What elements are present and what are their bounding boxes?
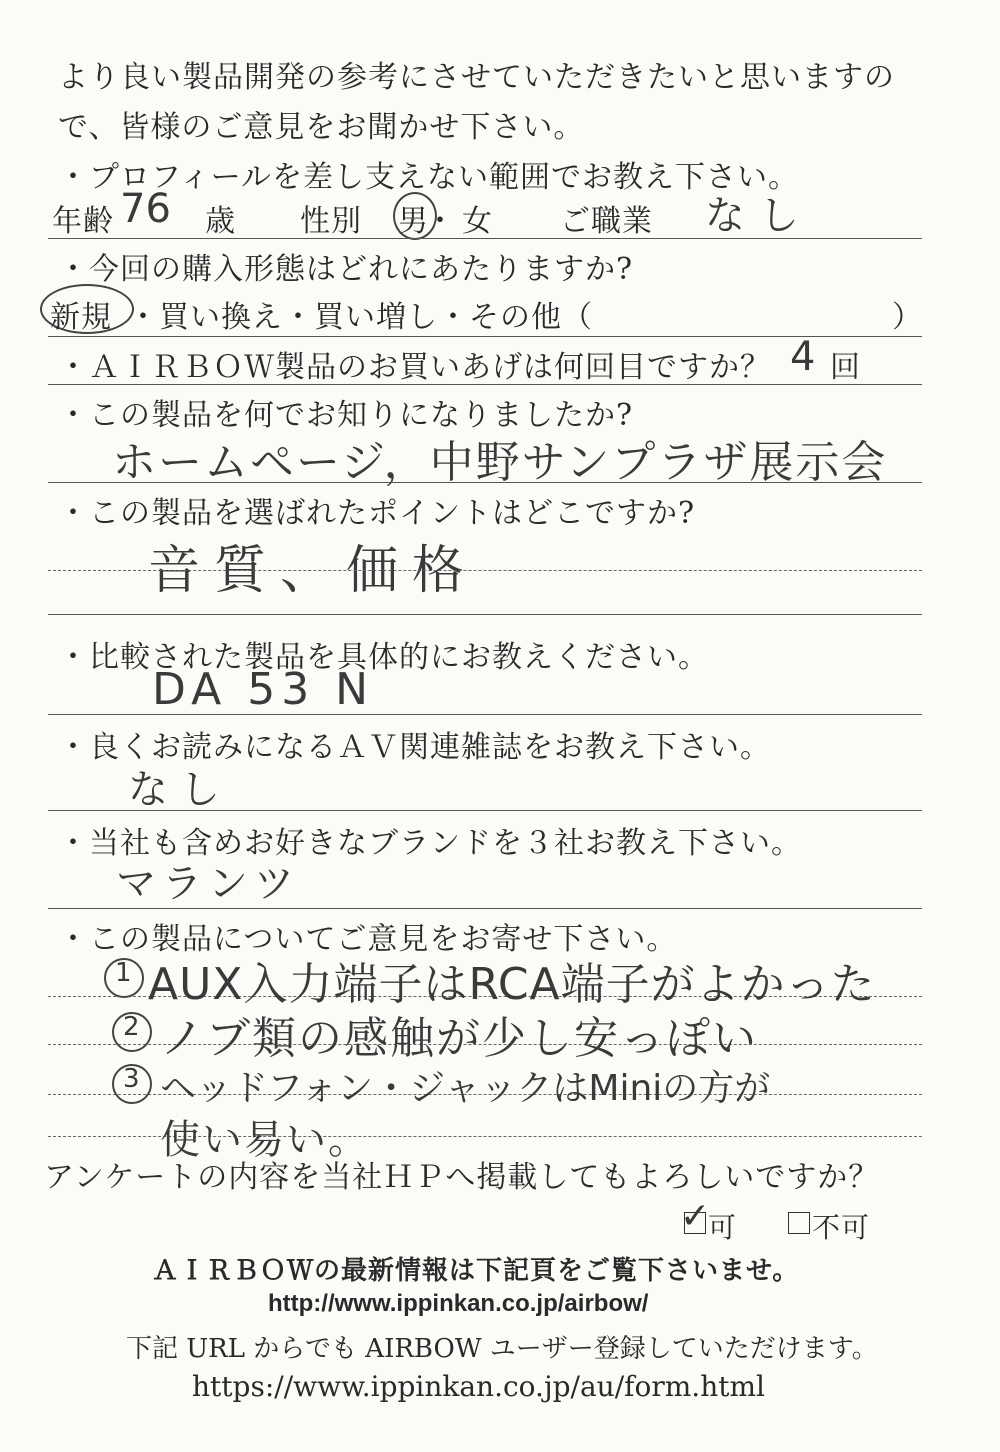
opinion-item-3-continued: 使い易い。 bbox=[160, 1117, 370, 1163]
footer-url-form[interactable]: https://www.ippinkan.co.jp/au/form.html bbox=[192, 1370, 765, 1403]
job-label: ご職業 bbox=[560, 204, 653, 239]
intro-line-1: より良い製品開発の参考にさせていただきたいと思いますの bbox=[58, 60, 895, 95]
intro-line-2: で、皆様のご意見をお聞かせ下さい。 bbox=[58, 110, 585, 145]
age-unit: 歳 bbox=[205, 204, 236, 239]
purchase-new: 新規 bbox=[50, 300, 112, 335]
footer-url-airbow[interactable]: http://www.ippinkan.co.jp/airbow/ bbox=[268, 1290, 649, 1317]
gender-male: 男 bbox=[398, 204, 429, 239]
job-value: なし bbox=[705, 193, 813, 239]
consent-ok-label: 可 bbox=[708, 1211, 738, 1244]
divider bbox=[48, 238, 922, 239]
gender-label: 性別 bbox=[300, 204, 362, 239]
purchase-count-unit: 回 bbox=[830, 350, 861, 385]
opinion-item-1: AUX入力端子はRCA端子がよかった bbox=[148, 959, 876, 1010]
opinion-item-2: ノブ類の感触が少し安っぽい bbox=[160, 1013, 758, 1064]
purchase-count-question: ・ＡＩＲＢＯＷ製品のお買いあげは何回目ですか？ bbox=[58, 350, 771, 385]
point-answer: 音質、価格 bbox=[148, 541, 479, 601]
magazine-question: ・良くお読みになるＡＶ関連雑誌をお教え下さい。 bbox=[58, 730, 771, 765]
compared-question: ・比較された製品を具体的にお教えください。 bbox=[58, 640, 709, 675]
answer-dashed-line bbox=[48, 570, 922, 571]
point-question: ・この製品を選ばれたポイントはどこですか? bbox=[58, 496, 696, 531]
check-mark-icon: ✓ bbox=[680, 1196, 711, 1237]
age-value: 76 bbox=[120, 186, 171, 232]
opinion-item-3: ヘッドフォン・ジャックはMiniの方が bbox=[160, 1068, 771, 1109]
footer-headline: ＡＩＲＢＯＷの最新情報は下記頁をご覧下さいませ。 bbox=[152, 1255, 800, 1285]
profile-question: ・プロフィールを差し支えない範囲でお教え下さい。 bbox=[58, 160, 799, 195]
compared-answer: DA 53 N bbox=[152, 664, 375, 715]
magazine-answer: なし bbox=[128, 767, 232, 813]
divider bbox=[48, 714, 922, 715]
age-label: 年齢 bbox=[52, 204, 114, 239]
opinion-item-1-number: 1 bbox=[115, 958, 132, 988]
divider bbox=[48, 810, 922, 811]
brands-question: ・当社も含めお好きなブランドを３社お教え下さい。 bbox=[58, 826, 802, 861]
publish-question: アンケートの内容を当社ＨＰへ掲載してもよろしいですか？ bbox=[44, 1160, 880, 1195]
source-answer: ホームページ，中野サンプラザ展示会 bbox=[112, 437, 888, 488]
consent-ng-checkbox[interactable] bbox=[788, 1212, 810, 1234]
purchase-options: ・買い換え・買い増し・その他（ bbox=[128, 300, 593, 335]
divider bbox=[48, 482, 922, 483]
purchase-count-value: 4 bbox=[790, 334, 816, 380]
opinion-item-2-number: 2 bbox=[123, 1012, 140, 1042]
divider bbox=[48, 384, 922, 385]
gender-female: 女 bbox=[462, 204, 493, 239]
purchase-options-close: ） bbox=[892, 300, 923, 335]
divider bbox=[48, 908, 922, 909]
gender-separator: ・ bbox=[425, 204, 456, 239]
divider bbox=[48, 614, 922, 615]
brands-answer: マランツ bbox=[116, 861, 300, 907]
opinion-item-3-number: 3 bbox=[123, 1064, 140, 1094]
purchase-type-question: ・今回の購入形態はどれにあたりますか? bbox=[58, 252, 634, 287]
source-question: ・この製品を何でお知りになりましたか? bbox=[58, 398, 634, 433]
consent-ng-label: 不可 bbox=[812, 1211, 871, 1244]
opinion-question: ・この製品についてご意見をお寄せ下さい。 bbox=[58, 922, 678, 957]
footer-register-text: 下記 URL からでも AIRBOW ユーザー登録していただけます。 bbox=[126, 1334, 878, 1364]
